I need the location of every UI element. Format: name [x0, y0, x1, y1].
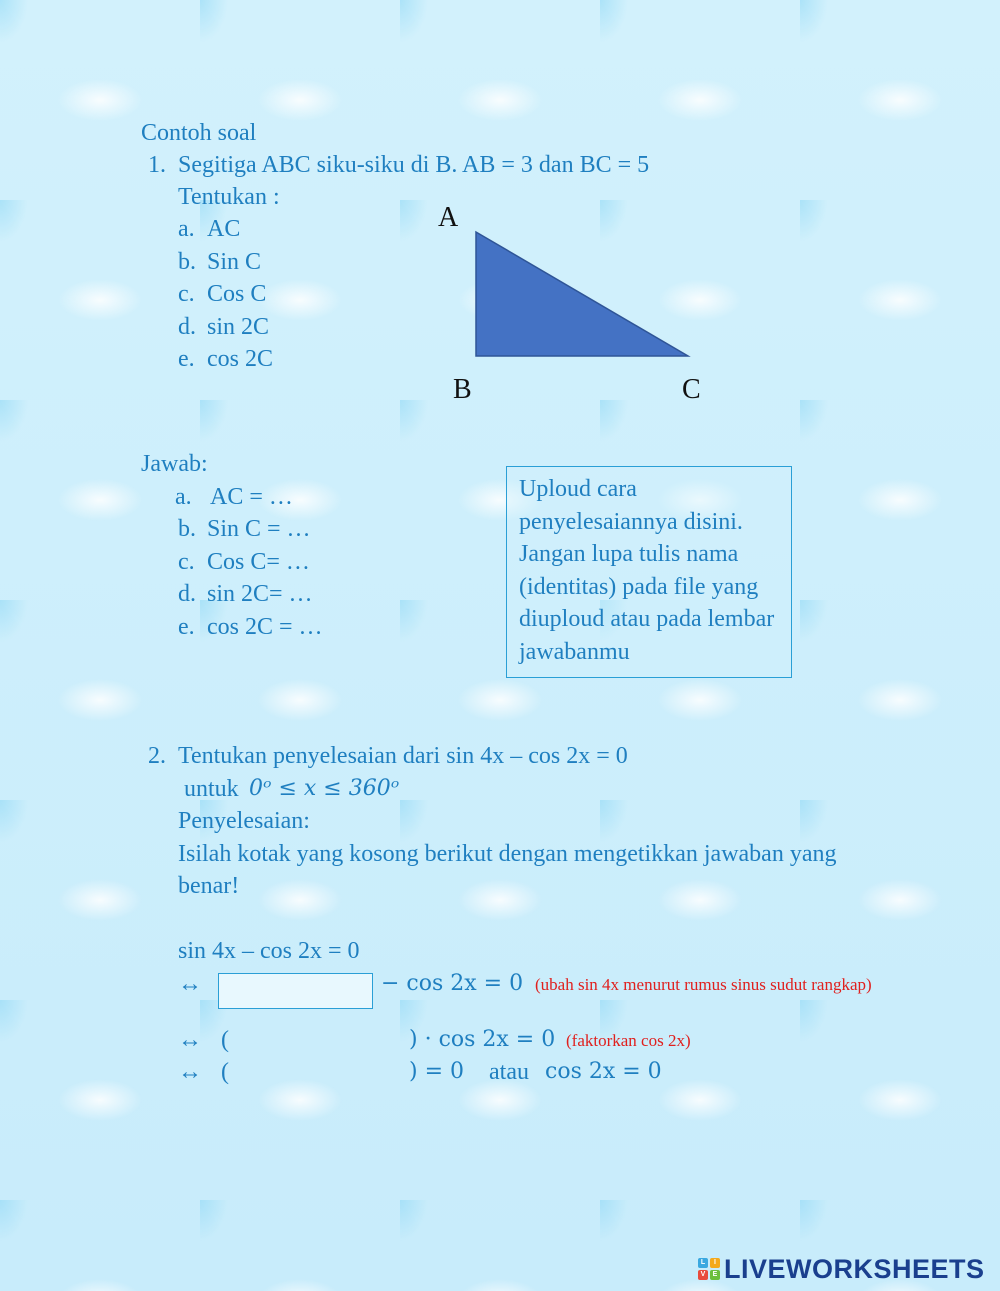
- q2-range-math: 0ᵒ ≤ x ≤ 360ᵒ: [249, 776, 400, 801]
- q1-item-text: AC: [207, 216, 241, 242]
- q1-number: 1.: [148, 152, 166, 178]
- right-triangle-abc: [470, 228, 694, 360]
- q1-item-text: cos 2C: [207, 346, 273, 372]
- q1-item-letter: e.: [178, 346, 195, 372]
- equation-line-1-tail: − cos 2x = 0: [381, 971, 524, 996]
- equation-line-3-tail: ) = 0: [409, 1059, 464, 1084]
- q2-instruction-line1: Isilah kotak yang kosong berikut dengan mengetikkan jawaban yang: [178, 841, 837, 867]
- equation-line-3-rhs: cos 2x = 0: [545, 1059, 662, 1084]
- answer-item-text: sin 2C= …: [207, 581, 313, 607]
- answer-item-text: Cos C= …: [207, 549, 310, 575]
- logo-text: LIVEWORKSHEETS: [724, 1253, 985, 1284]
- open-parenthesis: (: [221, 1027, 229, 1053]
- equation-line-3-or: atau: [489, 1059, 529, 1085]
- equivalence-arrow: ↔: [178, 1027, 202, 1053]
- answer-item-letter: a.: [175, 484, 192, 510]
- open-parenthesis: (: [221, 1059, 229, 1085]
- answer-input-sin4x[interactable]: [218, 973, 373, 1009]
- vertex-label-b: B: [453, 374, 472, 405]
- vertex-label-c: C: [682, 374, 701, 405]
- equation-line-1-note: (ubah sin 4x menurut rumus sinus sudut rangkap): [535, 975, 872, 994]
- section-title: Contoh soal: [141, 120, 257, 146]
- q1-prompt: Tentukan :: [178, 184, 280, 210]
- q2-instruction-line2: benar!: [178, 873, 240, 899]
- logo-block: I: [710, 1258, 720, 1268]
- q2-solution-label: Penyelesaian:: [178, 808, 310, 834]
- q1-item-letter: b.: [178, 249, 196, 275]
- logo-block: E: [710, 1270, 720, 1280]
- upload-note-box[interactable]: Uploud cara penyelesaiannya disini. Jangan lupa tulis nama (identitas) pada file yang diuploud atau pada lembar jawabanmu: [506, 466, 792, 678]
- answer-item-letter: c.: [178, 549, 195, 575]
- equation-line-0: sin 4x – cos 2x = 0: [178, 938, 360, 964]
- logo-blocks-icon: [698, 1258, 720, 1280]
- answer-item-letter: d.: [178, 581, 196, 607]
- logo-block: V: [698, 1270, 708, 1280]
- q1-item-letter: c.: [178, 281, 195, 307]
- q1-item-letter: a.: [178, 216, 195, 242]
- equation-line-2-note: (faktorkan cos 2x): [566, 1031, 691, 1050]
- answer-item-text: Sin C = …: [207, 516, 311, 542]
- equation-line-2-tail: ) · cos 2x = 0: [409, 1027, 556, 1052]
- q1-statement: Segitiga ABC siku-siku di B. AB = 3 dan BC = 5: [178, 152, 650, 178]
- q2-statement: Tentukan penyelesaian dari sin 4x – cos 2x = 0: [178, 743, 628, 769]
- equivalence-arrow: ↔: [178, 971, 202, 997]
- triangle-shape: [476, 232, 688, 356]
- answer-title: Jawab:: [141, 451, 208, 477]
- q1-item-text: Cos C: [207, 281, 267, 307]
- equivalence-arrow: ↔: [178, 1059, 202, 1085]
- answer-item-text: AC = …: [210, 484, 293, 510]
- q1-item-text: sin 2C: [207, 314, 270, 340]
- answer-item-letter: e.: [178, 614, 195, 640]
- q1-item-letter: d.: [178, 314, 196, 340]
- q2-number: 2.: [148, 743, 166, 769]
- answer-item-letter: b.: [178, 516, 196, 542]
- liveworksheets-logo[interactable]: [698, 1252, 985, 1286]
- q1-item-text: Sin C: [207, 249, 262, 275]
- vertex-label-a: A: [438, 202, 459, 233]
- answer-item-text: cos 2C = …: [207, 614, 323, 640]
- q2-range-prefix: untuk: [184, 776, 239, 802]
- logo-block: L: [698, 1258, 708, 1268]
